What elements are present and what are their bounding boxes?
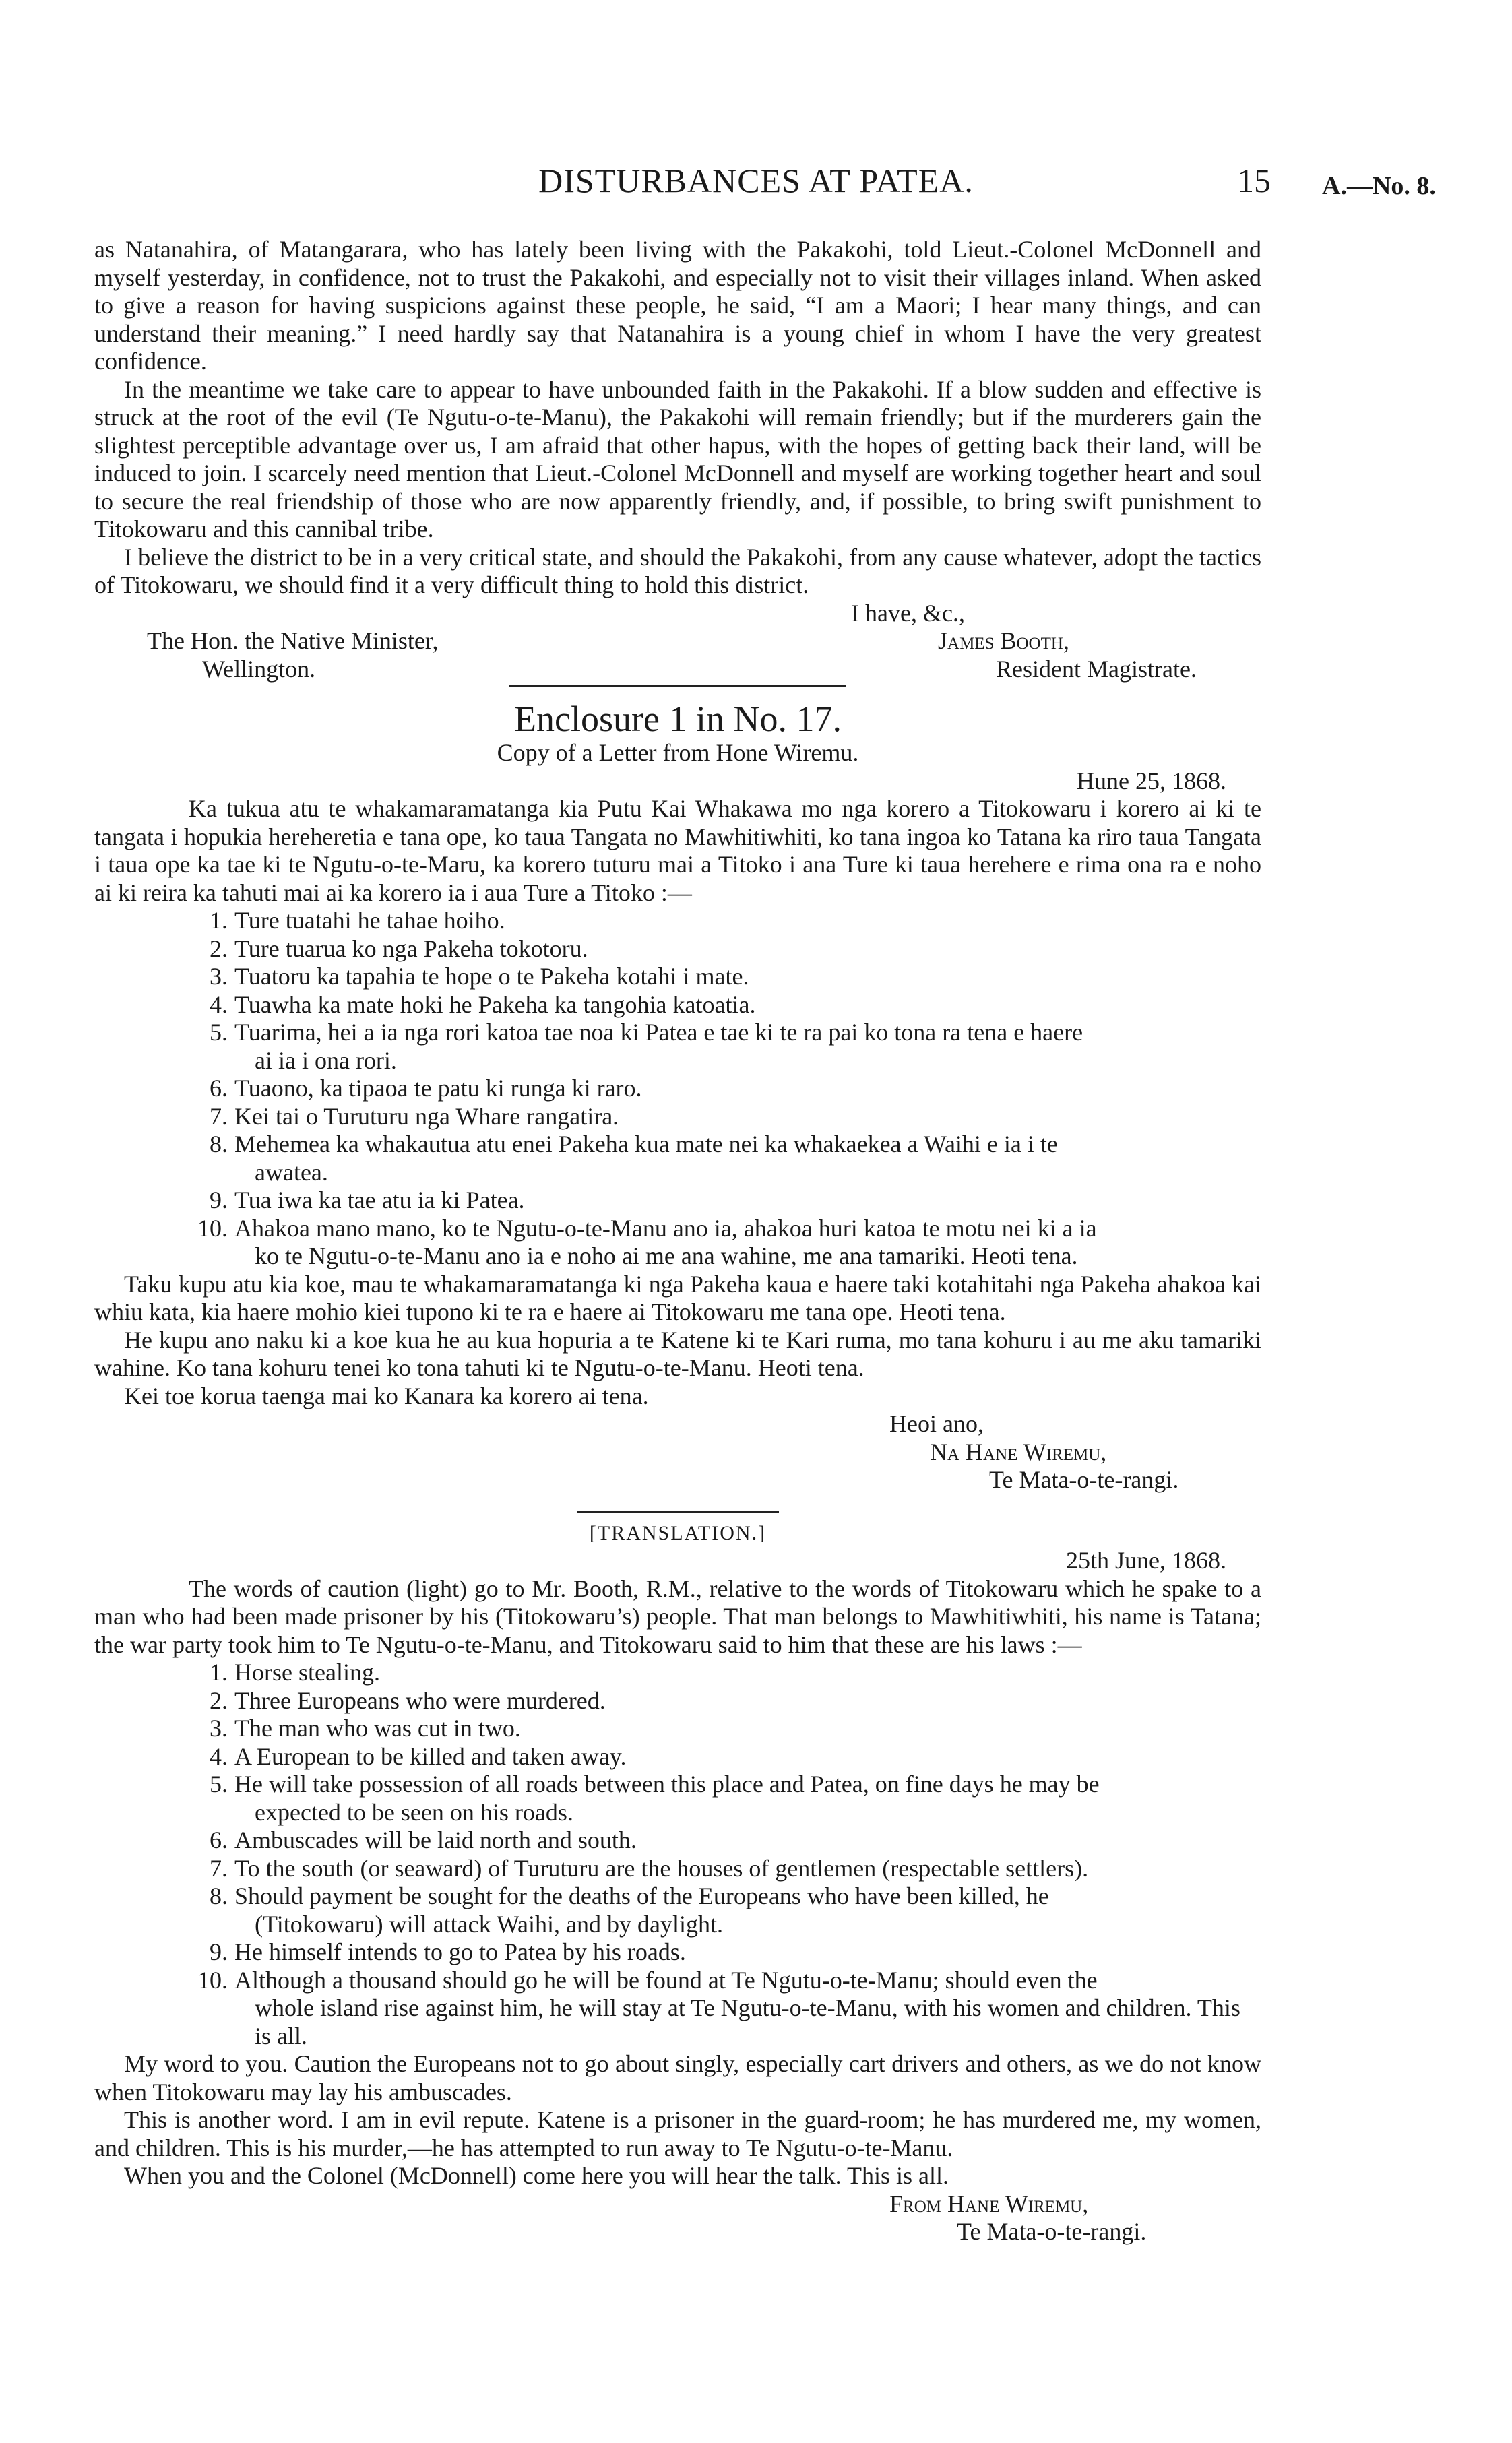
list-item: 9. Tua iwa ka tae atu ia ki Patea. [210,1186,525,1213]
translation-paragraph: My word to you. Caution the Europeans not to go about singly, especially cart drivers and others, as we do not know when Titokowaru may lay his ambuscades. [94,2050,1261,2105]
enclosure-subtitle: Copy of a Letter from Hone Wiremu. [497,739,859,766]
list-item: 8. Should payment be sought for the deaths of the Europeans who have been killed, he (Titokowaru) will attack Waihi, and by daylight. [210,1882,1049,1938]
list-item: 6. Ambuscades will be laid north and south. [210,1827,637,1853]
addressee-line: Wellington. [202,655,316,683]
translation-laws-list [94,1659,1261,2050]
page-header [0,162,1512,208]
page-number: 15 [1237,162,1271,199]
list-item: 4. Tuawha ka mate hoki he Pakeha ka tangohia katoatia. [210,990,756,1018]
list-item: 8. Mehemea ka whakautua atu enei Pakeha kua mate nei ka whakaekea a Waihi e ia i te awatea. [210,1131,1058,1186]
translation-paragraph: This is another word. I am in evil repute. Katene is a prisoner in the guard-room; he has murdered me, my women, and children. This is his murder,—he has attempted to run away to Te Ngutu-o-te-Manu. [94,2106,1261,2161]
enclosure-signature: Heoi ano, Na Hane Wiremu, Te Mata-o-te-rangi. [889,1410,1179,1493]
list-item: 1. Ture tuatahi he tahae hoiho. [210,907,505,934]
list-item: 5. He will take possession of all roads between this place and Patea, on fine days he may be expected to be seen on his roads. [210,1771,1100,1826]
paper-reference: A.—No. 8. [1322,172,1436,200]
letter-paragraph: as Natanahira, of Matangarara, who has lately been living with the Pakakohi, told Lieut.-Colonel McDonnell and myself yesterday, in confidence, not to trust the Pakakohi, and especially not to visit their villages inland. When asked to give a reason for having suspicions against these people, he said, “I am a Maori; I hear many things, and can understand their meaning.” I need hardly say that Natanahira is a young chief in whom I have the very greatest confidence. [94,236,1261,375]
list-item: 3. Tuatoru ka tapahia te hope o te Pakeha kotahi i mate. [210,963,749,990]
letter-signature-block [94,627,1261,683]
list-item: 7. To the south (or seaward) of Turuturu are the houses of gentlemen (respectable settlers). [210,1854,1089,1882]
list-item: 7. Kei tai o Turuturu nga Whare rangatira. [210,1102,619,1130]
enclosure-date: Hune 25, 1868. [1077,767,1226,794]
signer [938,627,1261,683]
addressee [94,627,438,683]
list-item: 6. Tuaono, ka tipaoa te patu ki runga ki raro. [210,1075,642,1102]
translation-signature: From Hane Wiremu, Te Mata-o-te-rangi. [889,2190,1147,2245]
page-body [94,236,1261,2246]
list-item: 1. Horse stealing. [210,1659,380,1686]
enclosure-laws-list [94,907,1261,1271]
section-divider [577,1511,779,1513]
enclosure-paragraph: Taku kupu atu kia koe, mau te whakamaramatanga ki nga Pakeha kaua e haere taki kotahitahi nga Pakeha ahakoa kai whiu kata, kia haere mohio kiei tupono ki te ra e haere ai Titokowaru me tana ope. Heoti tena. [94,1270,1261,1325]
list-item: 3. The man who was cut in two. [210,1715,521,1742]
translation-label: [TRANSLATION.] [589,1521,767,1544]
section-divider [509,685,846,687]
enclosure-intro: Ka tukua atu te whakamaramatanga kia Putu Kai Whakawa mo nga korero a Titokowaru i korero ai ki te tangata i hopukia hereheretia e tana ope, ko taua Tangata no Mawhitiwhiti, ko tana ingoa ko Tatana ka riro taua Tangata i taua ope ka tae ki te Ngutu-o-te-Maru, ka korero tuturu mai a Titoko i ana Ture ki taua herehere e rima ona ra e noho ai ki reira ka tahuti mai ai ka korero ia i aua Ture a Titoko :— [94,795,1261,906]
list-item: 9. He himself intends to go to Patea by his roads. [210,1938,686,1965]
list-item: 2. Ture tuarua ko nga Pakeha tokotoru. [210,934,588,962]
translation-date: 25th June, 1868. [1066,1547,1226,1574]
addressee-line: The Hon. the Native Minister, [147,627,439,654]
list-item: 4. A European to be killed and taken away. [210,1742,627,1770]
letter-paragraph: In the meantime we take care to appear to have unbounded faith in the Pakakohi. If a blow sudden and effective is struck at the root of the evil (Te Ngutu-o-te-Manu), the Pakakohi will remain friendly; but if the murderers gain the slightest perceptible advantage over us, I am afraid that other hapus, with the hopes of getting back their land, will be induced to join. I scarcely need mention that Lieut.-Colonel McDonnell and myself are working together heart and soul to secure the real friendship of those who are now apparently friendly, and, if possible, to bring swift punishment to Titokowaru and this cannibal tribe. [94,375,1261,542]
running-title: DISTURBANCES AT PATEA. [538,162,974,199]
list-item: 2. Three Europeans who were murdered. [210,1686,606,1714]
signer-name: James Booth, [938,627,1069,654]
list-item: 10. Although a thousand should go he will be found at Te Ngutu-o-te-Manu; should even the whole island rise against him, he will stay at Te Ngutu-o-te-Manu, with his women and children. This is all. [197,1966,1240,2050]
enclosure-paragraph: Kei toe korua taenga mai ko Kanara ka korero ai tena. [124,1382,649,1409]
signer-title: Resident Magistrate. [996,655,1197,683]
translation-paragraph: When you and the Colonel (McDonnell) come here you will hear the talk. This is all. [124,2162,949,2189]
enclosure-paragraph: He kupu ano naku ki a koe kua he au kua hopuria a te Katene ki te Kari ruma, mo tana kohuru i au me aku tamariki wahine. Ko tana kohuru tenei ko tona tahuti ki te Ngutu-o-te-Manu. Heoti tena. [94,1326,1261,1381]
letter-closing: I have, &c., [851,599,965,627]
enclosure-title: Enclosure 1 in No. 17. [514,699,842,739]
letter-paragraph: I believe the district to be in a very critical state, and should the Pakakohi, from any cause whatever, adopt the tactics of Titokowaru, we should find it a very difficult thing to hold this district. [94,543,1261,598]
translation-intro: The words of caution (light) go to Mr. Booth, R.M., relative to the words of Titokowaru which he spake to a man who had been made prisoner by his (Titokowaru’s) people. That man belongs to Mawhitiwhiti, his name is Tatana; the war party took him to Te Ngutu-o-te-Manu, and Titokowaru said to him that these are his laws :— [94,1575,1261,1658]
list-item: 10. Ahakoa mano mano, ko te Ngutu-o-te-Manu ano ia, ahakoa huri katoa te motu nei ki a ia ko te Ngutu-o-te-Manu ano ia e noho ai me ana wahine, me ana tamariki. Heoti tena. [197,1214,1097,1269]
list-item: 5. Tuarima, hei a ia nga rori katoa tae noa ki Patea e tae ki te ra pai ko tona ra tena e haere ai ia i ona rori. [210,1019,1083,1074]
